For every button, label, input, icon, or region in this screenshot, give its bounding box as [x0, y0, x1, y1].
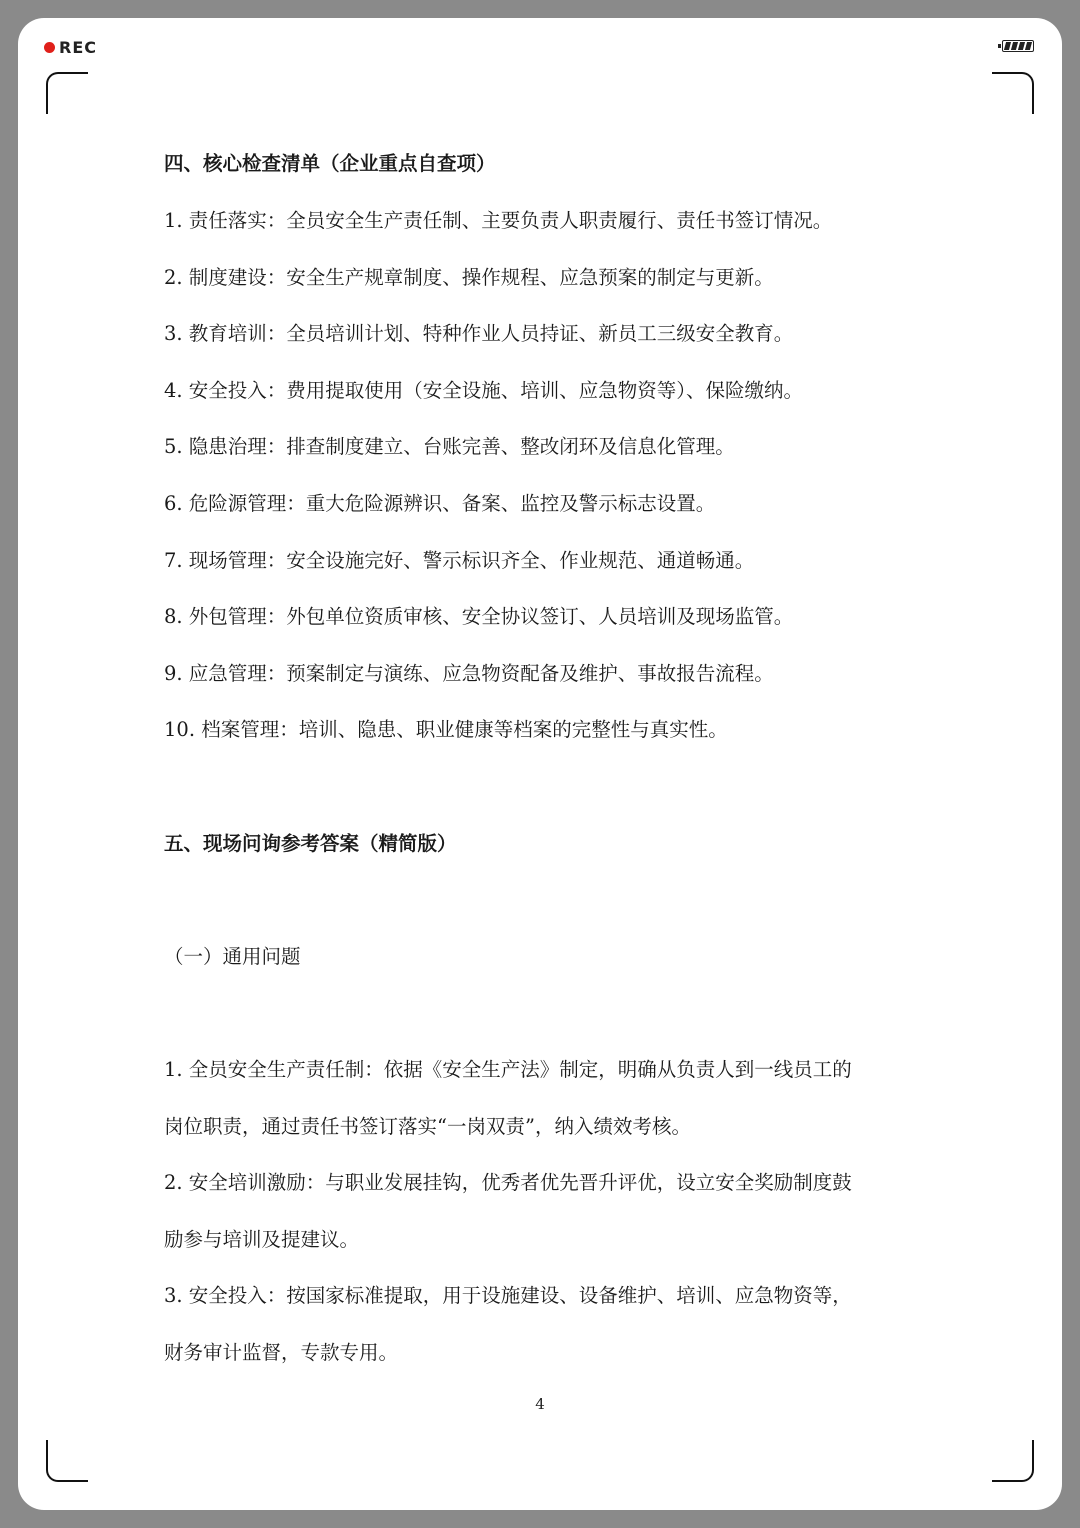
section-4-heading: 四、核心检查清单（企业重点自查项）	[164, 152, 496, 175]
recording-indicator	[44, 38, 97, 57]
page-number: 4	[535, 1395, 545, 1413]
rec-label: REC	[59, 38, 97, 57]
viewfinder-corner-top-right	[992, 72, 1034, 114]
checklist-item: 10. 档案管理：培训、隐患、职业健康等档案的完整性与真实性。	[164, 718, 728, 741]
checklist-item: 3. 教育培训：全员培训计划、特种作业人员持证、新员工三级安全教育。	[164, 322, 794, 345]
viewfinder-corner-bottom-right	[992, 1440, 1034, 1482]
checklist-item: 6. 危险源管理：重大危险源辨识、备案、监控及警示标志设置。	[164, 492, 716, 515]
subsection-heading: （一）通用问题	[164, 945, 301, 968]
viewfinder-corner-top-left	[46, 72, 88, 114]
answer-line: 岗位职责，通过责任书签订落实“一岗双责”，纳入绩效考核。	[164, 1115, 691, 1138]
checklist-item: 9. 应急管理：预案制定与演练、应急物资配备及维护、事故报告流程。	[164, 662, 774, 685]
section-5-heading: 五、现场问询参考答案（精简版）	[164, 832, 457, 855]
answer-line: 励参与培训及提建议。	[164, 1228, 360, 1251]
checklist-item: 4. 安全投入：费用提取使用（安全设施、培训、应急物资等）、保险缴纳。	[164, 379, 804, 402]
checklist-item: 7. 现场管理：安全设施完好、警示标识齐全、作业规范、通道畅通。	[164, 549, 755, 572]
checklist-item: 1. 责任落实：全员安全生产责任制、主要负责人职责履行、责任书签订情况。	[164, 209, 833, 232]
checklist-item: 2. 制度建设：安全生产规章制度、操作规程、应急预案的制定与更新。	[164, 266, 774, 289]
answer-line: 3. 安全投入：按国家标准提取，用于设施建设、设备维护、培训、应急物资等，	[164, 1284, 852, 1307]
record-dot-icon	[44, 42, 55, 53]
answer-line: 财务审计监督，专款专用。	[164, 1341, 399, 1364]
viewfinder-corner-bottom-left	[46, 1440, 88, 1482]
battery-icon	[1002, 40, 1034, 52]
answer-line: 2. 安全培训激励：与职业发展挂钩，优秀者优先晋升评优，设立安全奖励制度鼓	[164, 1171, 852, 1194]
checklist-item: 8. 外包管理：外包单位资质审核、安全协议签订、人员培训及现场监管。	[164, 605, 794, 628]
checklist-item: 5. 隐患治理：排查制度建立、台账完善、整改闭环及信息化管理。	[164, 435, 735, 458]
answer-line: 1. 全员安全生产责任制：依据《安全生产法》制定，明确从负责人到一线员工的	[164, 1058, 852, 1081]
page-frame	[18, 18, 1062, 1510]
